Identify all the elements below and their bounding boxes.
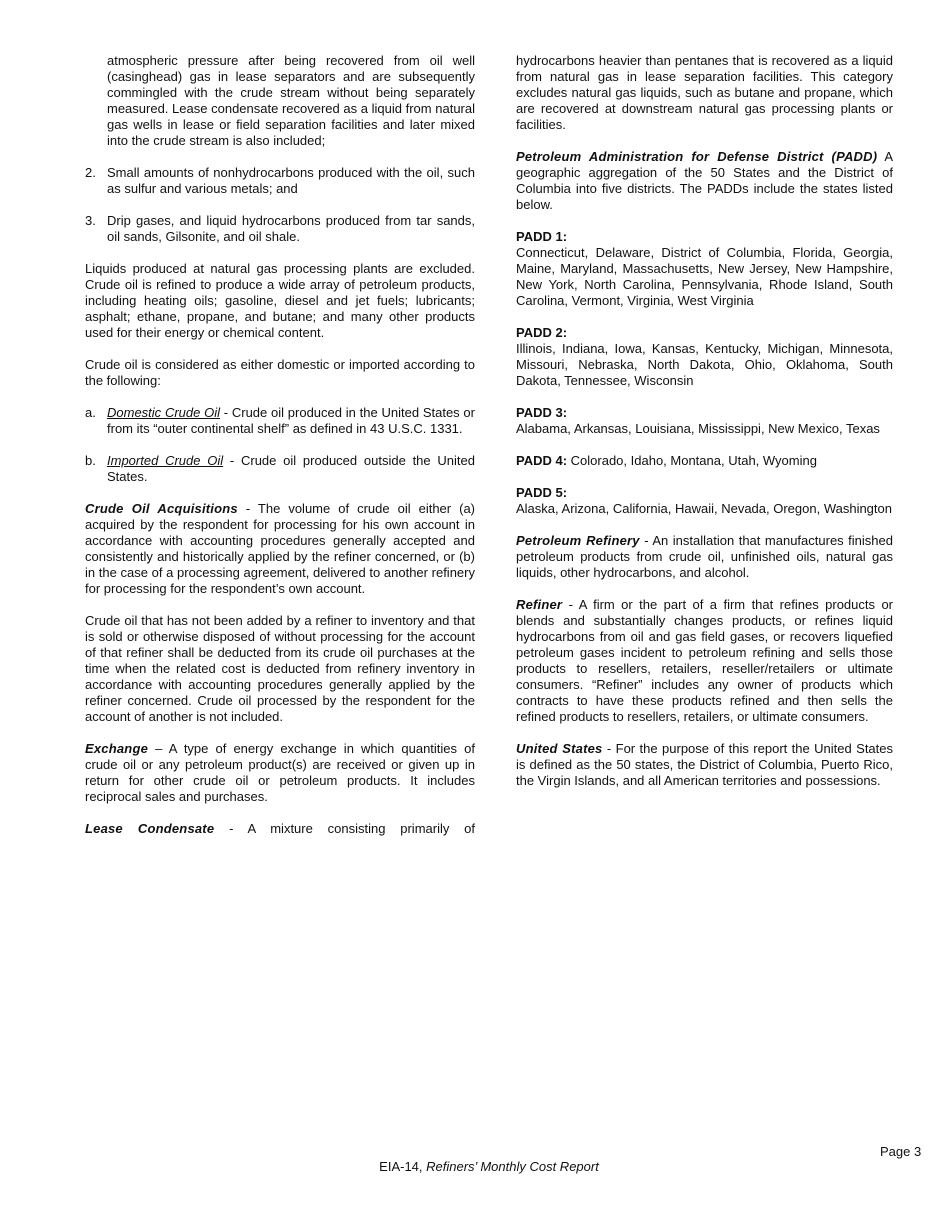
list-marker: b. <box>85 453 96 468</box>
imported-crude-oil-term: Imported Crude Oil <box>107 453 224 468</box>
term-petroleum-refinery: Petroleum Refinery <box>516 533 640 548</box>
padd-4 <box>516 453 893 469</box>
padd-2 <box>516 325 893 389</box>
list-text <box>107 453 475 485</box>
padd-5 <box>516 485 893 517</box>
exchange-definition <box>85 741 475 805</box>
list-item-3 <box>85 213 475 245</box>
padd-3 <box>516 405 893 437</box>
domestic-crude-oil-term: Domestic Crude Oil <box>107 405 220 420</box>
list-item-a <box>85 405 475 437</box>
crude-oil-continuation: atmospheric pressure after being recovered from oil well (casinghead) gas in lease separators and are subsequently commingled with the crude stream without being separately measured. Lease condensate recovered as a liquid from natural gas wells in lease or field separation facilities and later mixed into the crude stream is also included; <box>107 53 475 148</box>
right-column <box>516 53 893 805</box>
padd-label: PADD 2: <box>516 325 568 340</box>
page-number: Page 3 <box>880 1144 922 1159</box>
definition-text: A geographic aggregation of the 50 States and the District of Columbia into five districts. The PADDs include the states listed below. <box>516 149 893 212</box>
list-text <box>107 405 475 437</box>
definition-text: - The volume of crude oil either (a) acquired by the respondent for processing for his own account in accordance with accounting procedures generally accepted and consistently and historically applied by the refiner concerned, or (b) in the case of a processing agreement, delivered to another refinery for processing for the respondent’s own account. <box>85 501 475 596</box>
imported-crude-oil-definition: - Crude oil produced outside the United States. <box>107 453 475 484</box>
definition-text: - A mixture consisting primarily of <box>214 821 475 836</box>
report-title: Refiners’ Monthly Cost Report <box>426 1159 599 1174</box>
lease-condensate-continuation: hydrocarbons heavier than pentanes that is recovered as a liquid from natural gas in lease separation facilities. This category excludes natural gas liquids, such as butane and propane, which are recovered at downstream natural gas processing plants or facilities. <box>516 53 893 132</box>
definition-text: - For the purpose of this report the United States is defined as the 50 states, the District of Columbia, Puerto Rico, the Virgin Islands, and all American territories and possessions. <box>516 741 894 788</box>
padd-label: PADD 1: <box>516 229 568 244</box>
term-lease-condensate: Lease Condensate <box>85 821 215 836</box>
padd-states: Alaska, Arizona, California, Hawaii, Nevada, Oregon, Washington <box>516 501 892 516</box>
term-refiner: Refiner <box>516 597 563 612</box>
padd-states: Illinois, Indiana, Iowa, Kansas, Kentucky, Michigan, Minnesota, Missouri, Nebraska, North Dakota, Ohio, Oklahoma, South Dakota, Tennessee, Wisconsin <box>516 341 893 388</box>
definition-text: - An installation that manufactures finished petroleum products from crude oil, unfinished oils, natural gas liquids, other hydrocarbons, and alcohol. <box>516 533 893 580</box>
term-exchange: Exchange <box>85 741 149 756</box>
padd-definition <box>516 149 893 213</box>
list-item-b <box>85 453 475 485</box>
list-text: Drip gases, and liquid hydrocarbons produced from tar sands, oil sands, Gilsonite, and oil shale. <box>107 213 475 244</box>
refiner-definition <box>516 597 893 725</box>
crude-oil-acquisitions-definition <box>85 501 475 597</box>
left-column <box>85 53 475 853</box>
list-item-2 <box>85 165 475 197</box>
padd-states: Colorado, Idaho, Montana, Utah, Wyoming <box>567 453 817 468</box>
domestic-crude-oil-definition: - Crude oil produced in the United States or from its “outer continental shelf” as defined in 43 U.S.C. 1331. <box>107 405 475 436</box>
petroleum-refinery-definition <box>516 533 893 581</box>
definition-text: – A type of energy exchange in which quantities of crude oil or any petroleum product(s) are received or given up in return for other crude oil or petroleum products. It includes reciprocal sales and purchases. <box>85 741 475 804</box>
not-added-paragraph: Crude oil that has not been added by a refiner to inventory and that is sold or otherwise disposed of without processing for the account of that refiner shall be deducted from its crude oil purchases at the time when the related cost is deducted from refinery inventory in accordance with accounting procedures generally applied by the refiner concerned. Crude oil processed by the respondent for the account of another is not included. <box>85 613 475 724</box>
domestic-imported-intro: Crude oil is considered as either domestic or imported according to the following: <box>85 357 475 388</box>
list-text: Small amounts of nonhydrocarbons produced with the oil, such as sulfur and various metals; and <box>107 165 475 196</box>
definition-text: - A firm or the part of a firm that refines products or blends and substantially changes products, or refines liquid hydrocarbons from oil and gas field gases, or recovers liquefied petroleum gases incident to petroleum refining and sells those products to resellers, retailers, reseller/retailers or ultimate consumers. “Refiner” includes any owner of products which contracts to have these products refined and then sells the refined products to resellers, retailers, or ultimate consumers. <box>516 597 893 724</box>
page-footer <box>0 1159 950 1175</box>
padd-label: PADD 3: <box>516 405 568 420</box>
list-marker: 3. <box>85 213 96 228</box>
list-marker: a. <box>85 405 96 420</box>
padd-1 <box>516 229 893 309</box>
padd-label: PADD 5: <box>516 485 568 500</box>
padd-states: Connecticut, Delaware, District of Columbia, Florida, Georgia, Maine, Maryland, Massachusetts, New Jersey, New Hampshire, New York, North Carolina, Pennsylvania, Rhode Island, South Carolina, Vermont, Virginia, West Virginia <box>516 245 893 308</box>
list-marker: 2. <box>85 165 96 180</box>
liquids-paragraph: Liquids produced at natural gas processing plants are excluded. Crude oil is refined to produce a wide array of petroleum products, including heating oils; gasoline, diesel and jet fuels; lubricants; asphalt; ethane, propane, and butane; and many other products used for their energy or chemical content. <box>85 261 475 340</box>
term-padd: Petroleum Administration for Defense District (PADD) <box>516 149 878 164</box>
lease-condensate-definition <box>85 821 475 837</box>
padd-label: PADD 4: <box>516 453 568 468</box>
padd-states: Alabama, Arkansas, Louisiana, Mississippi, New Mexico, Texas <box>516 421 880 436</box>
term-united-states: United States <box>516 741 603 756</box>
term-crude-oil-acquisitions: Crude Oil Acquisitions <box>85 501 238 516</box>
united-states-definition <box>516 741 893 789</box>
form-number: EIA-14, <box>379 1159 427 1174</box>
